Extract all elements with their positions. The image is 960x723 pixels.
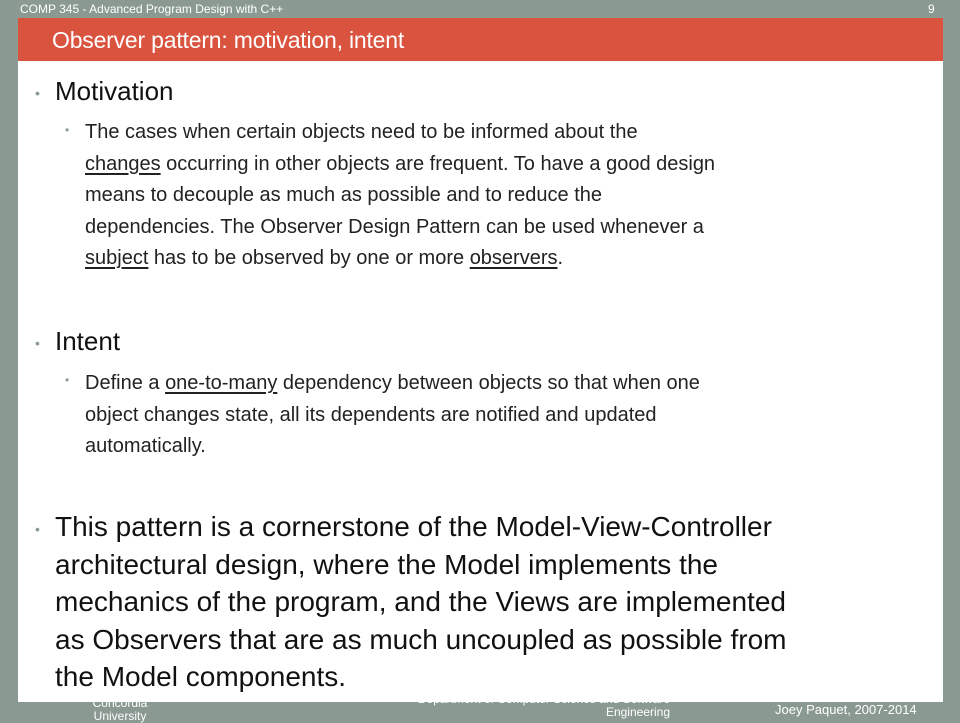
intent-line-1-post: dependency between objects so that when one xyxy=(277,372,700,394)
slide-title: Observer pattern: motivation, intent xyxy=(52,27,405,53)
motivation-line-2-text: occurring in other objects are frequent. To have a good design xyxy=(160,152,716,175)
mvc-line-2: architectural design, where the Model implements the xyxy=(55,548,719,580)
intent-line-2: object changes state, all its dependents are notified and updated xyxy=(85,403,657,426)
intent-line-1-pre: Define a xyxy=(85,372,166,394)
mvc-paragraph xyxy=(55,508,915,696)
bullet-dot: • xyxy=(65,123,70,137)
intent-line-1 xyxy=(85,368,915,400)
motivation-line-4: dependencies. The Observer Design Pattern can be used whenever a xyxy=(85,215,704,238)
intent-line-3: automatically. xyxy=(85,435,206,457)
footer-right: Joey Paquet, 2007-2014 xyxy=(775,702,917,717)
mvc-line-3: mechanics of the program, and the Views are implemented xyxy=(55,586,786,617)
intent-text xyxy=(85,368,915,463)
motivation-heading: Motivation xyxy=(55,76,174,106)
term-changes: changes xyxy=(85,152,161,175)
header-bar xyxy=(0,0,960,18)
footer-left-line-2: University xyxy=(93,709,147,723)
motivation-line-2 xyxy=(85,149,915,181)
term-subject: subject xyxy=(85,247,149,269)
bullet-dot: • xyxy=(65,373,70,387)
slide-content xyxy=(18,18,943,702)
footer-left xyxy=(70,697,170,723)
footer-left-line-1: Concordia xyxy=(92,696,148,710)
motivation-line-5 xyxy=(85,243,915,275)
footer-center-line-1: Department of Computer Science and Software xyxy=(417,692,670,706)
motivation-text xyxy=(85,117,915,275)
motivation-line-5-end: . xyxy=(557,247,564,269)
bullet-dot: • xyxy=(35,521,40,537)
footer-center xyxy=(300,693,670,719)
bullet-dot: • xyxy=(35,85,40,101)
page-number: 9 xyxy=(928,2,935,16)
course-title: COMP 345 - Advanced Program Design with C++ xyxy=(20,2,284,16)
mvc-line-5: the Model components. xyxy=(55,661,347,692)
mvc-line-1: This pattern is a cornerstone of the Model-View-Controller xyxy=(55,511,772,542)
slide xyxy=(18,18,943,702)
mvc-line-4: as Observers that are as much uncoupled as possible from xyxy=(55,623,787,655)
intent-heading: Intent xyxy=(55,326,121,356)
bullet-dot: • xyxy=(35,335,40,351)
term-observers: observers xyxy=(469,247,558,269)
footer-center-line-2: Engineering xyxy=(605,705,670,719)
motivation-line-5-text: has to be observed by one or more xyxy=(148,247,470,269)
motivation-line-3: means to decouple as much as possible and to reduce the xyxy=(85,184,602,206)
term-one-to-many: one-to-many xyxy=(165,372,278,394)
motivation-line-1: The cases when certain objects need to be informed about the xyxy=(85,121,638,143)
